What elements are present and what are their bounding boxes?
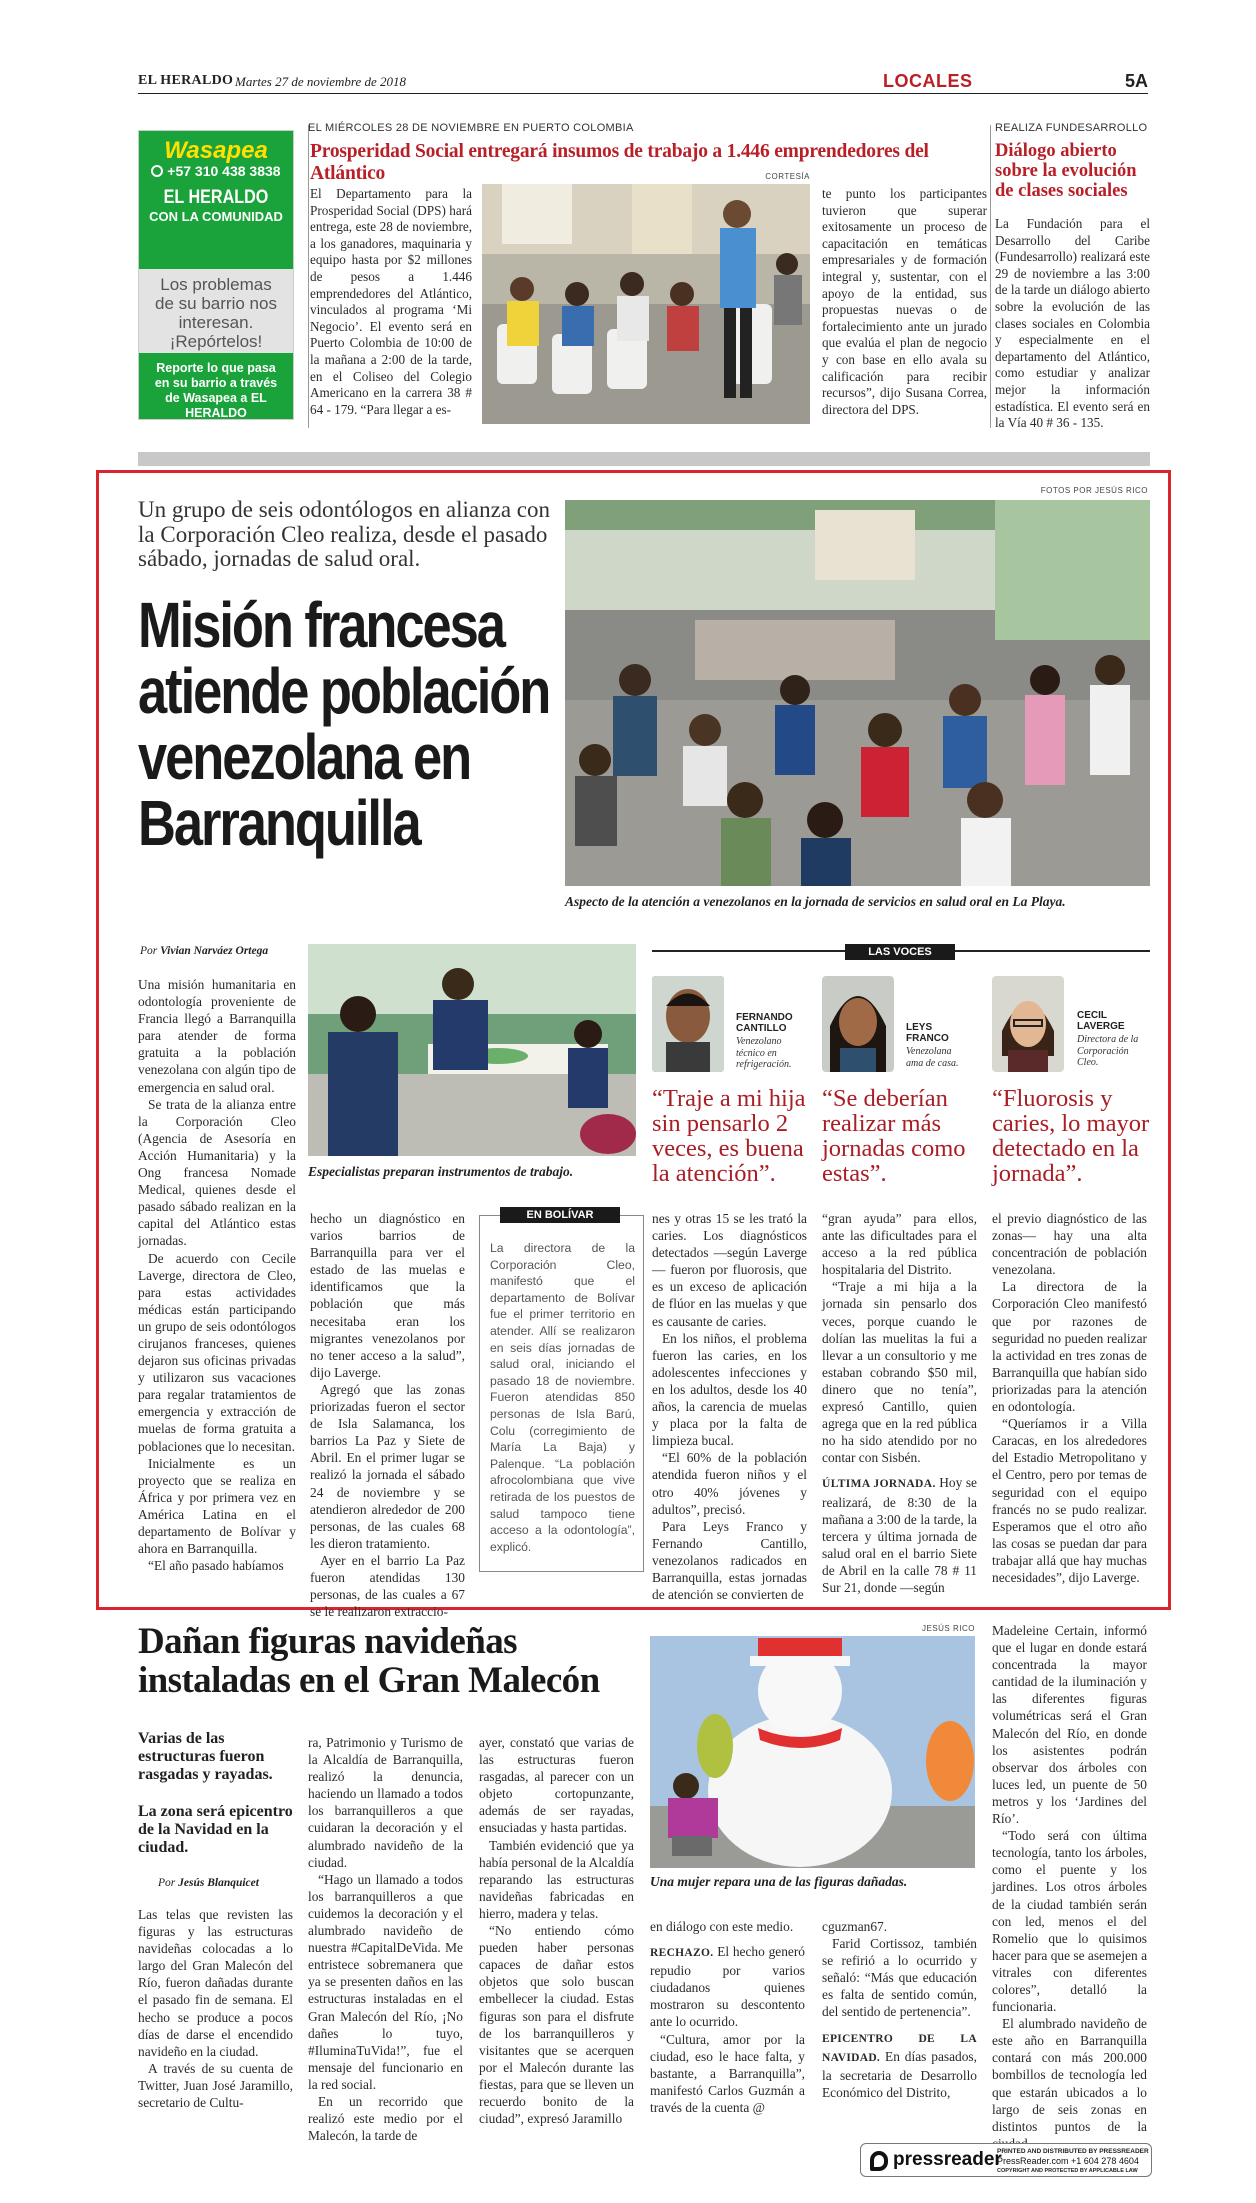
bolivar-box-body: La directora de la Corporación Cleo, manifestó que el departamento de Bolívar fue el primer territorio en atender. Allí se realizaron en seis días jornadas de salud oral, iniciando el pasado 18 de noviembre. Fueron atendidas 850 personas de Isla Barú, Colu (corregimiento de María La Baja) y Palenque. “La población afrocolombiana que vive retirada de los puestos de salud tampoco tiene acceso a la odontología”, explicó. bbox=[490, 1241, 635, 1554]
pressreader-badge bbox=[860, 2143, 1152, 2177]
bottom-col4: cguzman67. Farid Cortissoz, también se refirió a lo ocurrido y señaló: “Más que educación es falta de sentido común, del sentido de pertenencia”. EPICENTRO DE LA NAVIDAD. En días pasados, la secretaria de Desarrollo Económico del Distrito, bbox=[822, 1919, 977, 2100]
bottom-col3b: en diálogo con este medio. RECHAZO. El hecho generó repudio por varios ciudadanos quienes mostraron su descontento ante lo ocurrido. “Cultura, amor por la ciudad, eso le hace falta, y bastante, a Barranquilla”, manifestó Carlos Guzmán a través de la cuenta @ bbox=[650, 1919, 805, 2115]
byline-name: Vivian Narváez Ortega bbox=[160, 945, 269, 957]
avatar bbox=[822, 976, 894, 1072]
page-header bbox=[138, 70, 1148, 94]
small-photo bbox=[308, 944, 636, 1156]
voice-quote-1: “Traje a mi hija sin pensarlo 2 veces, es buena la atención”. bbox=[652, 1085, 806, 1187]
epicentro-lead: EPICENTRO DE LA NAVIDAD. bbox=[822, 2032, 977, 2064]
footer-line2: PressReader.com +1 604 278 4604 bbox=[997, 2156, 1139, 2166]
issue-date: Martes 27 de noviembre de 2018 bbox=[235, 74, 407, 89]
bottom-deck2: La zona será epicentro de la Navidad en la ciudad. bbox=[138, 1803, 293, 1856]
voice-name-3: CECIL LAVERGE bbox=[1077, 1010, 1125, 1032]
voices-title: LAS VOCES bbox=[845, 944, 955, 960]
bottom-headline: Dañan figuras navideñas instaladas en el Gran Malecón bbox=[138, 1621, 600, 1701]
wasapea-ad bbox=[138, 130, 294, 420]
bottom-photo-credit: JESÚS RICO bbox=[921, 1624, 975, 1633]
voice-role-3: Directora de la Corporación Cleo. bbox=[1077, 1034, 1139, 1068]
voice-name-1: FERNANDO CANTILLO bbox=[736, 1012, 793, 1034]
voice-role-1: Venezolano técnico en refrigeración. bbox=[736, 1036, 792, 1070]
main-col1: Una misión humanitaria en odontología proveniente de Francia llegó a Barranquilla para atender de forma gratuita a la población venezolana con algún tipo de emergencia en salud oral. Se trata de la alianza entre la Corporación Cleo (Agencia de Asesoría en Acción Humanitaria) y la Ong francesa Nomade Medical, quienes desde el pasado sábado realizan en la capital del Atlántico estas jornadas. De acuerdo con Cecile Laverge, directora de Cleo, para estas actividades médicas están participando un grupo de seis odontólogos cirujanos franceses, quienes dejaron sus oficinas privadas y utilizaron sus vacaciones para regalar tratamientos de emergencia y extracción de muelas de forma gratuita a poblaciones que lo necesitan. Inicialmente es un proyecto que se realiza en África y por primera vez en América Latina en el departamento de Bolívar y ahora en Barranquilla. “El año pasado habíamos bbox=[138, 977, 296, 1574]
top-story-divider-right bbox=[990, 125, 991, 428]
main-photo-credit: FOTOS POR JESÚS RICO bbox=[1040, 486, 1148, 495]
voice-role-2: Venezolana ama de casa. bbox=[906, 1046, 959, 1069]
bottom-deck1: Varias de las estructuras fueron rasgadas y rayadas. bbox=[138, 1730, 273, 1783]
bolivar-box-title: EN BOLÍVAR bbox=[500, 1207, 620, 1223]
footer-line1: PRINTED AND DISTRIBUTED BY PRESSREADER bbox=[997, 2148, 1149, 2155]
bottom-col3: ayer, constató que varias de las estructuras fueron rasgadas, al parecer con un objeto cortopunzante, además de ser rayadas, ensuciadas y hasta partidas. También evidenció que ya había personal de la Alcaldía reparando las estructuras navideñas fabricadas en hierro, madera y telas. “No entiendo cómo pueden haber personas capaces de dañar estos objetos que solo buscan embellecer la ciudad. Estas figuras son para el disfrute de los barranquilleros y visitantes que se acerquen por el Malecón durante las fiestas, para que se lleven un recuerdo bonito de la ciudad”, expresó Jaramillo bbox=[479, 1735, 634, 2127]
top-story-col2: te punto los participantes tuvieron que superar exitosamente un proceso de capacitación en temáticas empresariales y de formación integral y, sustentar, con el apoyo de la entidad, sus propuestas nuevas o de fortalecimiento ante un jurado que evalúa el plan de negocio y con base en ello avala su calificación para recibir recursos”, dijo Susana Correa, directora del DPS. bbox=[822, 186, 987, 417]
bottom-col2: ra, Patrimonio y Turismo de la Alcaldía de Barranquilla, realizó la denuncia, haciendo un llamado a todos los barranquilleros a que cuidaran la decoración y el alumbrado navideño de la ciudad. “Hago un llamado a todos los barranquilleros a que cuidemos la decoración y el alumbrado navideño de nuestra #CapitalDeVida. Me entristece sobremanera que ya se presenten daños en las estructuras instaladas en el Gran Malecón del Río, ¡No dañes lo tuyo, #IluminaTuVida!”, fue el mensaje del funcionario en la red social. En un recorrido que realizó este medio por el Malecón, la tarde de bbox=[308, 1735, 463, 2144]
bottom-photo bbox=[650, 1636, 975, 1868]
main-col3: nes y otras 15 se les trató la caries. Los diagnósticos detectados —según Laverge— fueron por fluorosis, que es un exceso de aplicación de flúor en las muelas y que es causante de caries. En los niños, el problema fueron las caries, en los adolescentes infecciones y en los adultos, desde los 40 años, la carencia de muelas y placa por la falta de limpieza bucal. “El 60% de la población atendida fueron niños y el otro 40% jóvenes y adultos”, precisó. Para Leys Franco y Fernando Cantillo, venezolanos radicados en Barranquilla, estas jornadas de atención se convierten de bbox=[652, 1211, 807, 1603]
col4-lead: ÚLTIMA JORNADA. bbox=[822, 1478, 936, 1491]
pressreader-icon bbox=[870, 2151, 888, 2171]
voice-quote-3: “Fluorosis y caries, lo mayor detectado en la jornada”. bbox=[992, 1085, 1150, 1187]
voice-name-2: LEYS FRANCO bbox=[906, 1022, 949, 1044]
side-story-headline: Diálogo abierto sobre la evolución de clases sociales bbox=[995, 141, 1137, 201]
main-col2: hecho un diagnóstico en varios barrios de Barranquilla para ver el estado de las muelas e identificamos que la población que más necesitaba eran los migrantes venezolanos por no tener acceso a la salud”, dijo Laverge. Agregó que las zonas priorizadas fueron el sector de Isla Salamanca, los barrios La Paz y Siete de Abril. En el primer lugar se realizó la jornada el sábado 24 de noviembre y se atendieron alrededor de 200 personas, de las cuales 68 les dieron tratamiento. Ayer en el barrio La Paz fueron atendidas 130 personas, de las cuales a 67 se le realizaron extraccio- bbox=[310, 1211, 465, 1620]
ad-phone: +57 310 438 3838 bbox=[139, 163, 293, 179]
footer-line3: COPYRIGHT AND PROTECTED BY APPLICABLE LAW bbox=[997, 2168, 1138, 2174]
byline-prefix: Por bbox=[140, 945, 158, 957]
voice-quote-2: “Se deberían realizar más jornadas como estas”. bbox=[822, 1085, 966, 1187]
ad-cta: Reporte lo que pasa en su barrio a través de Wasapea a EL HERALDO bbox=[139, 353, 293, 419]
whatsapp-icon bbox=[151, 165, 163, 177]
ad-brand: Wasapea bbox=[164, 137, 268, 164]
top-story-kicker: EL MIÉRCOLES 28 DE NOVIEMBRE EN PUERTO COLOMBIA bbox=[308, 122, 634, 134]
main-col5: el previo diagnóstico de las zonas— hay una alta concentración de población venezolana. La directora de la Corporación Cleo manifestó que por razones de seguridad no pueden realizar la actividad en tres zonas de Barranquilla que habían sido priorizadas para la atención en odontología. “Queríamos ir a Villa Caracas, en los alrededores del Estadio Metropolitano y el Centro, pero por temas de seguridad con el equipo francés no se pudo realizar. Esperamos que el otro año las cosas se puedan dar para trabajar allá que hay muchas necesidades”, dijo Laverge. bbox=[992, 1211, 1147, 1585]
top-story-col1: El Departamento para la Prosperidad Social (DPS) hará entrega, este 28 de noviembre, a los ganadores, maquinaria y equipo hasta por $2 millones de pesos a 1.446 emprendedores del Atlántico, vinculados al programa ‘Mi Negocio’. El evento será en Puerto Colombia de 10:00 de la mañana a 2:00 de la tarde, en el Coliseo del Colegio Americano en la carrera 38 # 64 - 179. “Para llegar a es- bbox=[310, 186, 472, 417]
top-story-headline: Prosperidad Social entregará insumos de trabajo a 1.446 emprendedores del Atlántico bbox=[310, 141, 929, 184]
bottom-col1: Las telas que revisten las figuras y las estructuras navideñas colocadas a lo largo del Gran Malecón del Río, fueron dañadas durante el pasado fin de semana. El hecho se produce a pocos días de darse el encendido navideño en la ciudad. A través de su cuenta de Twitter, Juan José Jaramillo, secretario de Cultu- bbox=[138, 1907, 293, 2111]
ad-top-green bbox=[139, 131, 293, 269]
small-photo-caption: Especialistas preparan instrumentos de trabajo. bbox=[308, 1164, 574, 1179]
main-dek: Un grupo de seis odontólogos en alianza con la Corporación Cleo realiza, desde el pasado sábado, jornadas de salud oral. bbox=[138, 497, 550, 571]
ad-body: Los problemas de su barrio nos interesan. ¡Repórtelos! bbox=[139, 269, 293, 353]
top-story-divider-left bbox=[308, 125, 309, 428]
bottom-photo-caption: Una mujer repara una de las figuras dañadas. bbox=[650, 1874, 908, 1889]
main-col4: “gran ayuda” para ellos, ante las dificultades para el acceso a la red pública hospitalaria del Distrito. “Traje a mi hija a la jornada sin pensarlo dos veces, porque cuando le dolían las muelitas la fui a llevar a un consultorio y me estaban cobrando $50 mil, dinero que no tenía”, expresó Cantillo, quien agrega que en la red pública no ha sido atendido por no contar con Sisbén. ÚLTIMA JORNADA. Hoy se realizará, de 8:30 de la mañana a 3:00 de la tarde, la tercera y última jornada de salud oral en el barrio Siete de Abril en la calle 78 # 11 Sur 21, donde —según bbox=[822, 1211, 977, 1595]
section-bar bbox=[138, 452, 1150, 466]
main-byline bbox=[140, 945, 268, 957]
section-name: LOCALES bbox=[883, 71, 973, 91]
top-story-photo bbox=[482, 184, 810, 424]
side-story-body: La Fundación para el Desarrollo del Caribe (Fundesarrollo) realizará este 29 de noviembre a las 3:00 de la tarde un diálogo abierto sobre la evolución de las clases sociales en Colombia y especialmente en el departamento del Atlántico, como estudiar y analizar mejor la información estadística. El evento será en la Vía 40 # 36 - 135. bbox=[995, 216, 1150, 431]
main-headline: Misión francesa atiende población venezolana en Barranquilla bbox=[138, 589, 550, 859]
avatar bbox=[652, 976, 724, 1072]
avatar bbox=[992, 976, 1064, 1072]
bottom-col5: Madeleine Certain, informó que el lugar en donde estará concentrada la mayor cantidad de la iluminación y las diferentes figuras volumétricas será el Gran Malecón del Río, en donde los asistentes podrán observar dos árboles con luces led, un puente de 50 metros y los ‘Jardines del Río’. “Todo será con última tecnología, tanto los árboles, como el puente y los jardines. Los otros árboles de la ciudad también serán con led, menos el del Romelio que lo quisimos hacer para que se asemejen a vitrales con diferentes colores”, detalló la funcionaria. El alumbrado navideño de este año en Barranquilla contará con más 200.000 bombillos de tecnología led que estarán ubicados a lo largo de seis zonas en distintos puntos de la bbox=[992, 1623, 1148, 2134]
rechazo-lead: RECHAZO. bbox=[650, 1947, 714, 1960]
page-number: 5A bbox=[1124, 71, 1148, 91]
ad-paper: EL HERALDO bbox=[163, 187, 269, 208]
bottom-byline: Por Jesús Blanquicet bbox=[158, 1877, 259, 1889]
side-story-kicker: REALIZA FUNDESARROLLO bbox=[995, 122, 1148, 134]
ad-tagline: CON LA COMUNIDAD bbox=[149, 209, 283, 224]
top-photo-credit: CORTESÍA bbox=[765, 172, 810, 181]
paper-name: EL HERALDO bbox=[138, 73, 234, 88]
pressreader-logo: pressreader bbox=[893, 2149, 1002, 2170]
main-photo bbox=[565, 500, 1150, 886]
main-photo-caption: Aspecto de la atención a venezolanos en la jornada de servicios en salud oral en La Playa. bbox=[565, 894, 1066, 909]
bottom-byline-name: Jesús Blanquicet bbox=[178, 1877, 259, 1889]
